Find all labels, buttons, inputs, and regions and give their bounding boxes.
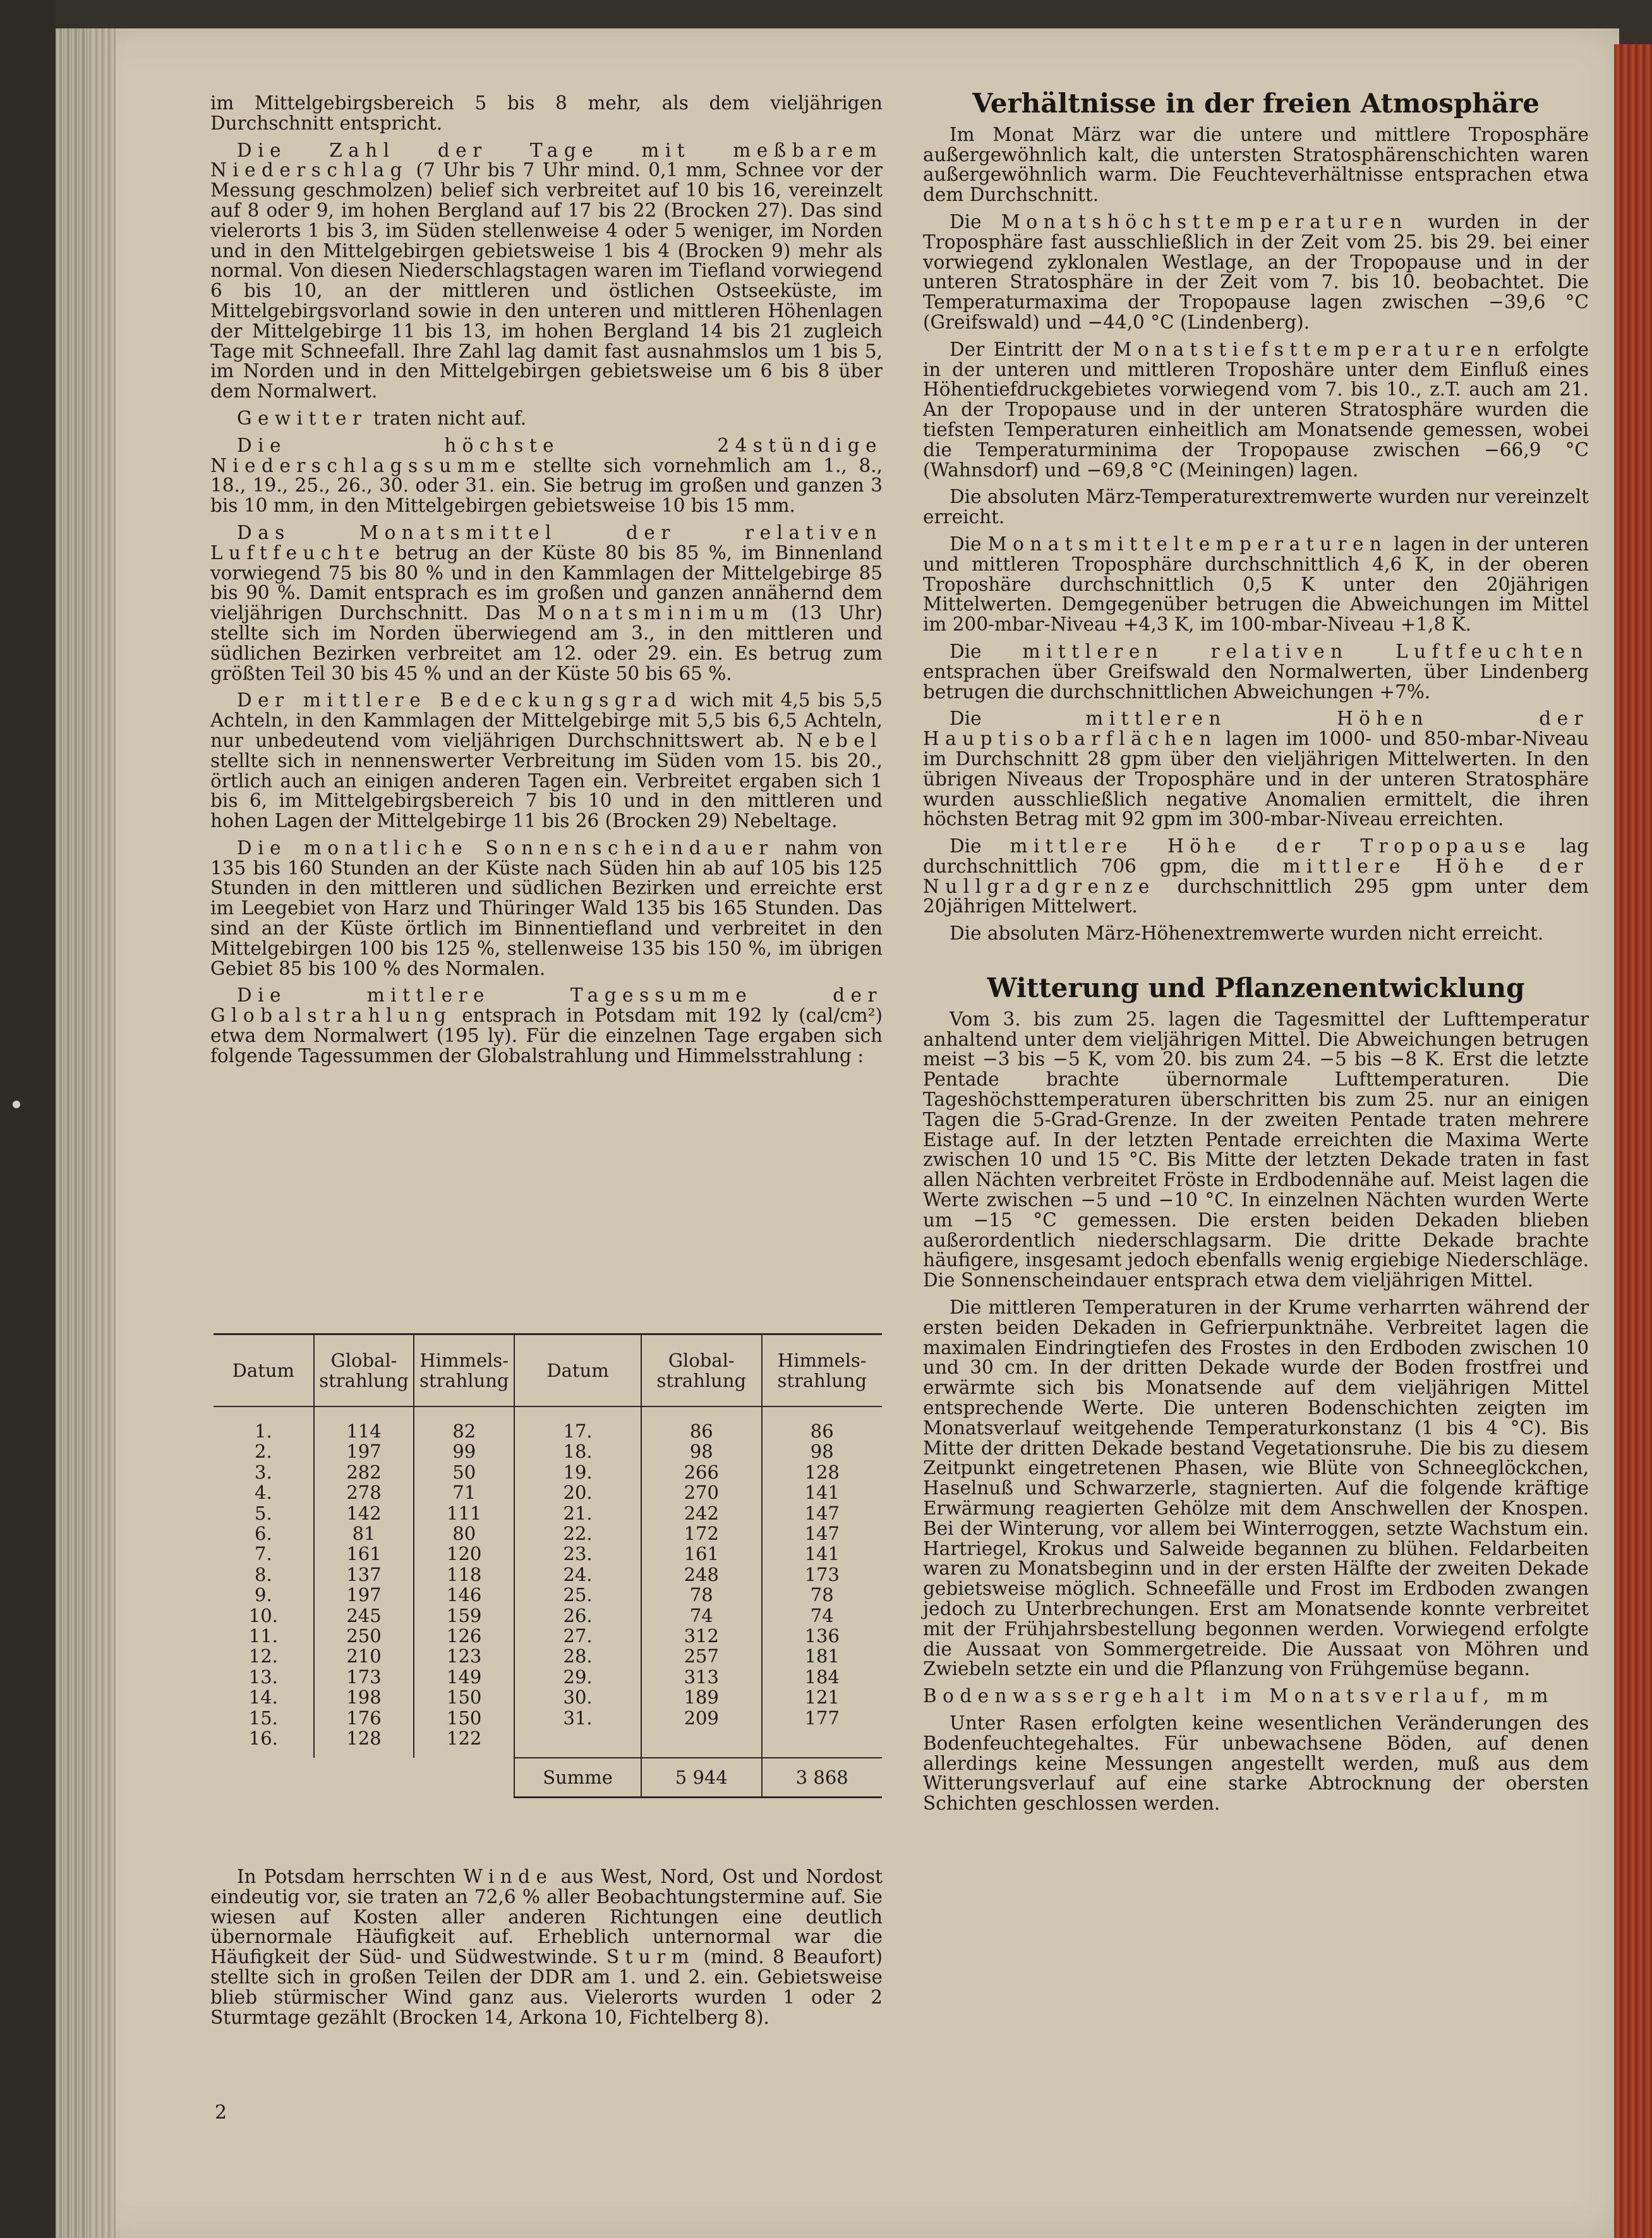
radiation-table [214,1333,882,1798]
page-left-edge [90,28,116,2238]
paragraph-text: (7 Uhr bis 7 Uhr mind. 0,1 mm, Schnee vor der Messung geschmolzen) belief sich verbreitet auf 10 bis 16, vereinzelt auf 8 oder 9, im hohen Bergland auf 17 bis 22 (Brocken 27). Das sind vielerorts 1 bis 3, im Süden stellenweise 4 oder 5 weniger, im Norden und in den Mittelgebirgen gebietsweise 1 bis 4 (Brocken 9) mehr als normal. Von diesen Niederschlagstagen waren im Tiefland vorwiegend 6 bis 10, an der mittleren und östlichen Ostseeküste, im Mittelgebirgsvorland sowie in den unteren und mittleren Höhenlagen der Mittelgebirge 11 bis 13, im hohen Bergland 14 bis 21 zugleich Tage mit Schneefall. Ihre Zahl lag damit fast ausnahmslos um 1 bis 5, im Norden und in den Mittelgebirgen gebietsweise um 6 bis 8 über dem Normalwert. [210,159,883,402]
header-globalstrahlung: Global- strahlung [314,1334,414,1407]
table-cell: 118 [414,1564,514,1585]
table-cell: 147 [762,1503,882,1523]
table-cell: 27. [514,1626,641,1646]
table-cell: 15. [248,1707,278,1729]
table-cell: 8. [255,1563,272,1585]
table-row [214,1406,882,1441]
paragraph-text: Die [950,708,1086,730]
table-cell: 28. [514,1646,641,1666]
table-cell: 313 [641,1667,761,1687]
spaced-term: Die höchste 24stündige Niederschlagssumme [210,434,883,476]
spaced-term: Monatsmitteltemperaturen [987,533,1388,555]
header-himmelsstrahlung-2: Himmels- strahlung [762,1334,882,1407]
table-row [214,1667,882,1687]
table-row [214,1585,882,1605]
page-right-edge [1614,44,1652,2238]
table-cell: 184 [762,1667,882,1687]
table-cell: 210 [314,1646,414,1666]
table-cell: 78 [762,1585,882,1605]
paragraph-text: durchschnittlich 295 gpm unter dem 20jährigen Mittelwert. [923,875,1589,917]
table-cell: 86 [762,1406,882,1441]
sum-cell: 5 944 [641,1758,761,1798]
table-cell: 86 [641,1406,761,1441]
sum-cell: Summe [514,1758,641,1798]
table-cell: 21. [514,1503,641,1523]
paragraph [210,523,883,684]
paragraph [923,1714,1589,1814]
right-column [923,88,1589,1821]
spaced-term: Sturm [606,1946,696,1968]
table-cell: 12. [248,1645,278,1667]
paragraph [923,1298,1589,1679]
table-cell: 257 [641,1646,761,1666]
spaced-term: mittleren relativen Luftfeuchten [1022,640,1589,662]
table-cell: 5. [255,1502,272,1524]
table-cell: 147 [762,1523,882,1544]
header-datum-2: Datum [514,1334,641,1407]
paragraph [210,1867,883,2028]
table-sum-row [214,1758,882,1798]
paragraph-text: betrug an der Küste 80 bis 85 %, im Binnenland vorwiegend 75 bis 80 % und in den Kammlagen der Mittelgebirge 85 bis 90 %. Damit entsprach es im großen und ganzen annähernd dem vieljährigen Durchschnitt. Das [210,541,883,624]
paragraph [210,409,883,429]
spaced-term: Der mittlere Bedeckungsgrad [237,689,683,711]
paragraph-text: nahm von 135 bis 160 Stunden an der Küste nach Süden hin ab auf 105 bis 125 Stunden in den mittleren und südlichen Bezirken und erreichte erst im Leegebiet von Harz und Thüringer Wald 135 bis 165 Stunden. Das sind an der Küste örtlich im Binnentiefland und verbreitet in den Mittelgebirgen 100 bis 125 %, stellenweise 135 bis 150 %, im übrigen Gebiet 85 bis 100 % des Normalen. [210,837,883,979]
table-cell: 80 [414,1523,514,1544]
binder-background [0,0,56,2238]
table-cell: 123 [414,1646,514,1666]
table-cell: 141 [762,1482,882,1503]
table-cell: 22. [514,1523,641,1544]
table-cell: 312 [641,1626,761,1646]
left-column [210,94,883,1074]
table-header-row [214,1334,882,1407]
paragraph-text: Unter Rasen erfolgten keine wesentlichen Veränderungen des Bodenfeuchtegehaltes. Für unbewachsene Böden, auf denen allerdings keine Messungen angestellt werden, muß aus dem Witterungsverlauf auf eine starke Abtrocknung der obersten Schichten geschlossen werden. [923,1712,1589,1815]
paragraph-text: lagen in der unteren und mittleren Troposphäre durchschnittlich 4,6 K, in der oberen Troposhäre durchschnittlich 0,5 K unter den 20jährigen Mittelwerten. Demgegenüber betrugen die Abweichungen im Mittel im 200-mbar-Niveau +4,3 K, im 100-mbar-Niveau +1,8 K. [923,533,1589,636]
table-cell: 24. [514,1564,641,1585]
paragraph [210,94,883,134]
table-row [214,1626,882,1646]
paragraph [923,535,1589,635]
table-cell: 128 [314,1728,414,1757]
paragraph-text: Die [950,835,1010,857]
table-cell: 126 [414,1626,514,1646]
table-cell: 159 [414,1606,514,1626]
table-cell: 149 [414,1667,514,1687]
table-cell: 11. [248,1625,278,1647]
table-row [214,1482,882,1503]
paragraph-text: stellte sich in nennenswerter Verbreitung im Süden vom 15. bis 20., örtlich auch an einigen anderen Tagen ein. Verbreitet ergaben sich 1 bis 6, im Mittelgebirgsbereich 7 bis 10 und in den mittleren und hohen Lagen der Mittelgebirge 11 bis 26 (Brocken 29) Nebeltage. [210,749,883,832]
paragraph [210,838,883,979]
table-cell: 23. [514,1544,641,1564]
table-cell: 98 [762,1441,882,1461]
table-cell [641,1728,761,1757]
table-cell: 150 [414,1687,514,1707]
spaced-term: Monatstiefsttemperaturen [1112,338,1505,360]
paragraph-text: lag durchschnittlich 706 gpm, die [923,835,1589,877]
table-cell: 71 [414,1482,514,1503]
table-cell: 82 [414,1406,514,1441]
paragraph-text: stellte sich vornehmlich am 1., 8., 18., 19., 25., 26., 30. oder 31. ein. Sie betrug im großen und ganzen 3 bis 10 mm, in den Mittelgebirgen gebietsweise 10 bis 15 mm. [210,454,883,517]
paragraph-text: (13 Uhr) stellte sich im Norden überwiegend am 3., in den mittleren und südlichen Bezirken verbreitet am 12. oder 29. ein. Es betrug zum größten Teil 30 bis 45 % und an der Küste 50 bis 65 %. [210,602,883,684]
spaced-term: Die Zahl der Tage mit meßbarem Niederschlag [210,139,883,181]
table-cell: 141 [762,1544,882,1564]
table-cell: 78 [641,1585,761,1605]
table-cell: 14. [248,1686,278,1709]
spaced-term: mittleren Höhen der Hauptisobarflächen [923,708,1589,750]
sum-cell: 3 868 [762,1758,882,1798]
paragraph-text: Im Monat März war die untere und mittlere Troposphäre außergewöhnlich kalt, die untersten Stratosphärenschichten waren außergewöhnlich warm. Die Feuchteverhältnisse entsprachen etwa dem Durchschnitt. [923,123,1589,206]
table-cell: 3. [255,1461,272,1483]
paragraph-text: entsprachen über Greifswald den Normalwerten, über Lindenberg betrugen die durchschnittlichen Abweichungen +7%. [923,660,1589,703]
paragraph [923,709,1589,830]
empty-cell [214,1758,314,1798]
table-row [214,1606,882,1626]
table-cell: 13. [248,1666,278,1688]
paragraph-text: lagen im 1000- und 850-mbar-Niveau im Durchschnitt 28 gpm über den vieljährigen Mittelwerten. In den übrigen Niveaus der Troposphäre und in der unteren Stratosphäre wurden ausschließlich negative Anomalien ermittelt, die ihren höchsten Betrag mit 92 gpm im 300-mbar-Niveau erreichten. [923,728,1589,830]
table-cell: 198 [314,1687,414,1707]
table-cell: 74 [641,1606,761,1626]
table-cell: 270 [641,1482,761,1503]
paragraph-text: im Mittelgebirgsbereich 5 bis 8 mehr, als dem vieljährigen Durchschnitt entspricht. [210,92,883,134]
subheading [923,1686,1589,1707]
table-cell: 121 [762,1687,882,1707]
table-cell: 248 [641,1564,761,1585]
table-cell: 176 [314,1708,414,1728]
page-number: 2 [215,2102,227,2124]
table-cell: 2. [255,1441,272,1463]
table-cell: 146 [414,1585,514,1605]
spaced-term: Monatshöchsttemperaturen [1001,210,1408,233]
table-cell: 161 [314,1544,414,1564]
paragraph [210,141,883,402]
paragraph-text: Die [950,210,1001,233]
table-cell: 29. [514,1667,641,1687]
table-cell: 50 [414,1462,514,1482]
table-cell: 142 [314,1503,414,1523]
table-row [214,1728,882,1757]
table-cell: 81 [314,1523,414,1544]
paragraph-text: traten nicht auf. [367,407,527,429]
table-cell [762,1728,882,1757]
table-cell: 114 [314,1406,414,1441]
paragraph [923,1010,1589,1291]
paragraph-text: Die absoluten März-Höhenextremwerte wurden nicht erreicht. [950,922,1544,945]
paragraph-text: erfolgte in der unteren und mittleren Troposhäre unter dem Einfluß eines Höhentiefdruckgebietes vorwiegend vom 7. bis 10., z.T. auch am 21. An der Tropopause und in der unteren Stratosphäre wurden die tiefsten Temperaturen einheitlich am Monatsende gemessen, wobei die Temperaturminima der Tropopause zwischen −66,9 °C (Wahnsdorf) und −69,8 °C (Meiningen) lagen. [923,338,1589,481]
table-cell: 245 [314,1606,414,1626]
empty-cell [414,1758,514,1798]
paragraph-text: Vom 3. bis zum 25. lagen die Tagesmittel der Lufttemperatur anhaltend unter dem vieljährigen Mittel. Die Abweichungen betrugen meist −3 bis −5 K, vom 20. bis zum 24. −5 bis −8 K. Erst die letzte Pentade brachte übernormale Lufttemperaturen. Die Tageshöchsttemperaturen überschritten bis zum 25. nur an einigen Tagen die 5-Grad-Grenze. In der zweiten Pentade traten mehrere Eistage auf. In der letzten Pentade erreichten die Maxima Werte zwischen 10 und 15 °C. Bis Mitte der letzten Dekade traten in fast allen Nächten verbreitet Fröste in Erdbodennähe auf. Meist lagen die Werte zwischen −5 und −10 °C. In einzelnen Nächten wurden Werte um −15 °C gemessen. Die ersten beiden Dekaden blieben außerordentlich niederschlagsarm. Die dritte Dekade brachte häufigere, insgesamt jedoch ebenfalls wenig ergiebige Niederschläge. Die Sonnenscheindauer entsprach etwa dem vieljährigen Mittel. [923,1008,1589,1291]
table-row [214,1687,882,1707]
paragraph-text: Der Eintritt der [950,338,1113,360]
section-title-weather-plants: Witterung und Pflanzenentwicklung [987,972,1525,1004]
table-cell: 181 [762,1646,882,1666]
paragraph [210,986,883,1066]
paragraph [923,340,1589,481]
paragraph-text: Die mittleren Temperaturen in der Krume verharrten während der ersten beiden Dekaden in Gefrierpunktnähe. Verbreitet lagen die maximalen Eindringtiefen des Frostes in den Erdboden zwischen 10 und 30 cm. In der dritten Dekade wurde der Boden frostfrei und erwärmte sich bis Monatsende auf dem vieljährigen Mittel entsprechende Werte. Die unteren Bodenschichten zeigten im Monatsverlauf weitgehende Temperaturkonstanz (1 bis 4 °C). Bis Mitte der dritten Dekade bestand Vegetationsruhe. Die bis zu diesem Zeitpunkt eingetretenen Phasen, wie Blüte von Schneeglöckchen, Haselnuß und Schwarzerle, stagnierten. Auf die folgende kräftige Erwärmung reagierten Gehölze mit dem Anschwellen der Knospen. Bei der Winterung, vor allem bei Winterroggen, setzte Wachstum ein. Hartriegel, Krokus und Salweide begannen zu blühen. Feldarbeiten waren zu Monatsbeginn und in der ersten Hälfte der zweiten Dekade gebietsweise möglich. Schneefälle und Frost im Erdboden zwangen jedoch zu Unterbrechungen. Erst am Monatsende konnte verbreitet mit der Frühjahrsbestellung begonnen werden. Vorwiegend erfolgte die Aussaat von Sommergetreide. Die Aussaat von Möhren und Zwiebeln setzte ein und die Pflanzung von Frühgemüse begann. [923,1297,1589,1680]
section-title-atmosphere: Verhältnisse in der freien Atmosphäre [972,88,1540,119]
table-body [214,1406,882,1797]
table-cell: 172 [641,1523,761,1544]
spaced-term: Monatsminimum [537,602,775,624]
table-cell: 137 [314,1564,414,1585]
paragraph [923,837,1589,917]
spaced-term: Die monatliche Sonnenscheindauer [237,837,774,859]
table-cell: 4. [255,1482,272,1504]
table-row [214,1523,882,1544]
paragraph [923,125,1589,205]
spaced-term: mittlere Höhe der Nullgradgrenze [923,855,1589,897]
paragraph [210,436,883,516]
spaced-term: Gewitter [237,407,368,429]
subheading-text: Bodenwassergehalt im Monatsverlauf, mm [923,1685,1554,1707]
table-row [214,1646,882,1666]
table-cell: 19. [514,1462,641,1482]
table-cell: 31. [514,1708,641,1728]
page-stack-edge [56,28,90,2238]
paragraph-text: Die [950,640,1023,662]
table-cell: 266 [641,1462,761,1482]
paragraph [210,691,883,832]
spaced-term: Nebel [796,729,883,751]
paragraph-text: wich mit 4,5 bis 5,5 Achteln, in den Kammlagen der Mittelgebirge mit 5,5 bis 6,5 Achteln, nur unbedeutend vom vieljährigen Durchschnittswert ab. [210,689,883,751]
table-cell: 18. [514,1441,641,1461]
table-cell: 26. [514,1606,641,1626]
spaced-term: Das Monatsmittel der relativen Luftfeuchte [210,521,883,564]
table-cell: 20. [514,1482,641,1503]
paragraph-text: entsprach in Potsdam mit 192 ly (cal/cm²) etwa dem Normalwert (195 ly). Für die einzelnen Tage ergaben sich folgende Tagessummen der Globalstrahlung und Himmelsstrahlung : [210,1005,883,1067]
winds-paragraph-block [210,1867,883,2035]
table-row [214,1462,882,1482]
table-cell: 17. [514,1406,641,1441]
table-row [214,1503,882,1523]
table-cell: 177 [762,1708,882,1728]
table-cell: 25. [514,1585,641,1605]
table-cell: 136 [762,1626,882,1646]
header-himmelsstrahlung: Himmels- strahlung [414,1334,514,1407]
paragraph-text: wurden in der Troposphäre fast ausschließlich in der Zeit vom 25. bis 29. bei einer vorwiegend zyklonalen Westlage, an der Tropopause und in der unteren Stratosphäre in der Zeit vom 7. bis 10. beobachtet. Die Temperaturmaxima der Tropopause lagen zwischen −39,6 °C (Greifswald) und −44,0 °C (Lindenberg). [923,210,1589,333]
table-cell: 1. [255,1420,272,1442]
table-cell: 278 [314,1482,414,1503]
empty-cell [314,1758,414,1798]
table-cell: 122 [414,1728,514,1757]
table-cell: 99 [414,1441,514,1461]
table-cell: 209 [641,1708,761,1728]
paragraph [923,212,1589,333]
table-cell: 74 [762,1606,882,1626]
table-cell: 189 [641,1687,761,1707]
paragraph-text: Die [950,533,988,555]
table-cell: 282 [314,1462,414,1482]
table-cell: 9. [255,1584,272,1606]
paragraph-text: aus West, Nord, Ost und Nordost eindeutig vor, sie traten an 72,6 % aller Beobachtungstermine auf. Sie wiesen auf Kosten aller anderen Richtungen eine deutlich übernormale Häufigkeit auf. Erheblich unternormal war die Häufigkeit der Süd- und Südwestwinde. [210,1866,883,1968]
paragraph [923,642,1589,702]
table-cell: 111 [414,1503,514,1523]
punch-hole [13,1101,20,1108]
table-cell: 6. [255,1523,272,1545]
table-row [214,1708,882,1728]
table-row [214,1544,882,1564]
table-cell: 250 [314,1626,414,1646]
table-cell: 242 [641,1503,761,1523]
table-cell: 10. [248,1604,278,1626]
header-datum: Datum [214,1334,314,1407]
table-cell: 16. [248,1727,278,1750]
paragraph-text: Die absoluten März-Temperaturextremwerte wurden nur vereinzelt erreicht. [923,486,1589,528]
table-row [214,1564,882,1585]
table-cell: 173 [314,1667,414,1687]
table-cell: 197 [314,1585,414,1605]
table-cell: 128 [762,1462,882,1482]
table-cell: 98 [641,1441,761,1461]
table-row [214,1441,882,1461]
table-cell: 150 [414,1708,514,1728]
paragraph [923,487,1589,528]
paragraph-text: In Potsdam herrschten [237,1866,464,1887]
table-cell [514,1728,641,1757]
paragraph [923,924,1589,944]
spaced-term: Die mittlere Tagessumme der Globalstrahlung [210,984,883,1027]
spaced-term: Winde [463,1866,553,1887]
table-cell: 173 [762,1564,882,1585]
paragraph-text: (mind. 8 Beaufort) stellte sich in großen Teilen der DDR am 1. und 2. ein. Gebietsweise blieb stürmischer Wind ganz aus. Vielerorts wurden 1 oder 2 Sturmtage gezählt (Brocken 14, Arkona 10, Fichtelberg 8). [210,1946,883,2028]
table-cell: 7. [255,1543,272,1565]
table-cell: 161 [641,1544,761,1564]
spaced-term: mittlere Höhe der Tropopause [1010,835,1532,857]
table-cell: 30. [514,1687,641,1707]
header-globalstrahlung-2: Global- strahlung [641,1334,761,1407]
table-cell: 120 [414,1544,514,1564]
table-cell: 197 [314,1441,414,1461]
